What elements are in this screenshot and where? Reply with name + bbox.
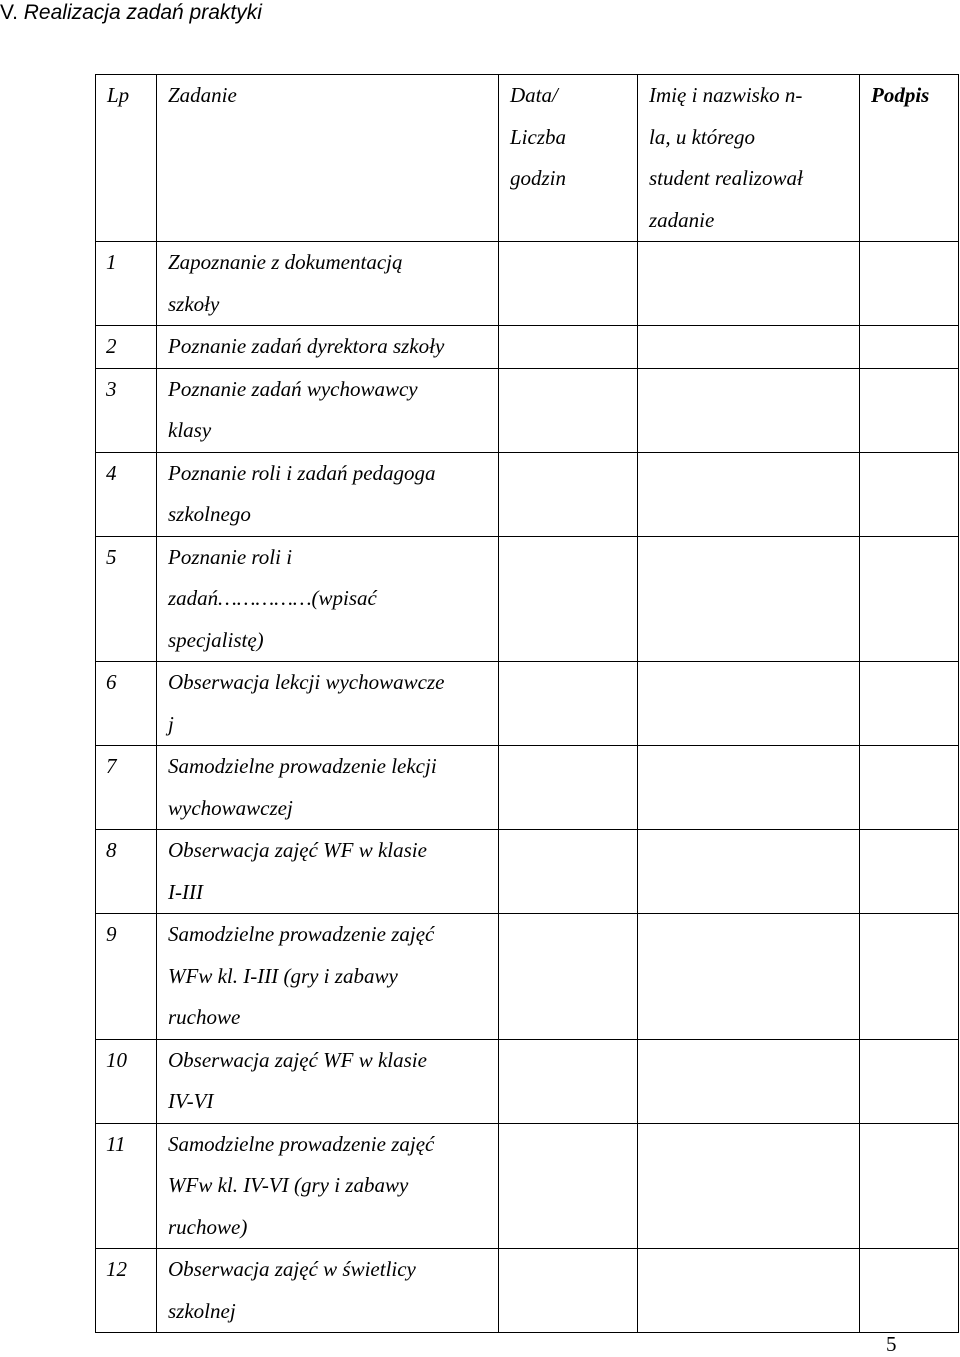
row-date-cell[interactable]	[499, 326, 638, 369]
row-task-line: WFw kl. I-III (gry i zabawy	[168, 963, 398, 988]
row-task-line: Samodzielne prowadzenie zajęć	[168, 922, 435, 946]
row-task-line: ruchowe	[168, 1005, 241, 1029]
row-task-line: Zapoznanie z dokumentacją	[168, 250, 403, 274]
header-imie-line: Imię i nazwisko n-	[649, 83, 803, 107]
row-signature-cell[interactable]	[860, 536, 959, 662]
row-task-line: ruchowe)	[168, 1214, 248, 1239]
row-task	[157, 536, 499, 662]
row-task-line: Obserwacja zajęć WF w klasie	[168, 1047, 427, 1072]
row-task	[157, 662, 499, 746]
row-teacher-cell[interactable]	[638, 1249, 860, 1333]
row-date-cell[interactable]	[499, 242, 638, 326]
row-task-line: szkolnego	[168, 502, 251, 526]
row-task-line: j	[168, 711, 174, 736]
row-task-line: IV-VI	[168, 1089, 214, 1113]
row-date-cell[interactable]	[499, 830, 638, 914]
row-teacher-cell[interactable]	[638, 452, 860, 536]
row-signature-cell[interactable]	[860, 1249, 959, 1333]
row-task-line: szkolnej	[168, 1298, 236, 1323]
row-lp: 7	[96, 746, 157, 830]
row-teacher-cell[interactable]	[638, 914, 860, 1040]
table-row	[96, 830, 959, 914]
tasks-table	[95, 74, 959, 1333]
row-lp: 9	[96, 914, 157, 1040]
header-imie-line: student realizował	[649, 166, 803, 190]
table-row	[96, 914, 959, 1040]
row-date-cell[interactable]	[499, 662, 638, 746]
row-date-cell[interactable]	[499, 746, 638, 830]
row-task	[157, 830, 499, 914]
row-task-line: Poznanie zadań dyrektora szkoły	[168, 334, 445, 358]
row-date-cell[interactable]	[499, 1039, 638, 1123]
row-task-line: specjalistę)	[168, 627, 264, 652]
row-date-cell[interactable]	[499, 452, 638, 536]
header-data-line: godzin	[510, 166, 567, 190]
row-signature-cell[interactable]	[860, 830, 959, 914]
row-signature-cell[interactable]	[860, 242, 959, 326]
section-number: V.	[0, 1, 18, 24]
table-row	[96, 242, 959, 326]
row-task-line: Samodzielne prowadzenie zajęć	[168, 1131, 435, 1156]
row-teacher-cell[interactable]	[638, 326, 860, 369]
row-teacher-cell[interactable]	[638, 662, 860, 746]
row-task-line: Samodzielne prowadzenie lekcji	[168, 754, 437, 778]
row-lp: 12	[96, 1249, 157, 1333]
row-task	[157, 914, 499, 1040]
row-task-line: Obserwacja zajęć WF w klasie	[168, 838, 427, 862]
row-teacher-cell[interactable]	[638, 368, 860, 452]
table-row	[96, 326, 959, 369]
row-teacher-cell[interactable]	[638, 536, 860, 662]
row-task-line: Poznanie roli i	[168, 544, 293, 569]
table-row	[96, 746, 959, 830]
row-task-line: Obserwacja lekcji wychowawcze	[168, 670, 445, 694]
row-task	[157, 326, 499, 369]
row-lp: 4	[96, 452, 157, 536]
section-title: Realizacja zadań praktyki	[23, 1, 262, 24]
row-signature-cell[interactable]	[860, 452, 959, 536]
header-data-line: Data/	[510, 83, 558, 107]
table-row	[96, 536, 959, 662]
table-row	[96, 1039, 959, 1123]
row-task-line: Poznanie roli i zadań pedagoga	[168, 460, 436, 485]
row-signature-cell[interactable]	[860, 326, 959, 369]
header-imie	[638, 75, 860, 242]
row-teacher-cell[interactable]	[638, 242, 860, 326]
row-task-line: szkoły	[168, 291, 220, 316]
row-lp: 3	[96, 368, 157, 452]
header-podpis: Podpis	[860, 75, 959, 242]
row-task	[157, 746, 499, 830]
row-task	[157, 242, 499, 326]
row-teacher-cell[interactable]	[638, 1039, 860, 1123]
row-signature-cell[interactable]	[860, 662, 959, 746]
page-number: 5	[886, 1332, 897, 1356]
table-row	[96, 662, 959, 746]
row-signature-cell[interactable]	[860, 914, 959, 1040]
row-date-cell[interactable]	[499, 914, 638, 1040]
header-data	[499, 75, 638, 242]
header-imie-line: la, u którego	[649, 124, 755, 149]
table-row	[96, 1249, 959, 1333]
header-lp: Lp	[96, 75, 157, 242]
row-date-cell[interactable]	[499, 368, 638, 452]
row-date-cell[interactable]	[499, 1249, 638, 1333]
row-teacher-cell[interactable]	[638, 830, 860, 914]
row-task-line: Poznanie zadań wychowawcy	[168, 376, 418, 401]
row-task-line: Obserwacja zajęć w świetlicy	[168, 1257, 416, 1281]
row-lp: 11	[96, 1123, 157, 1249]
table-row	[96, 368, 959, 452]
header-zadanie: Zadanie	[157, 75, 499, 242]
row-date-cell[interactable]	[499, 1123, 638, 1249]
row-teacher-cell[interactable]	[638, 746, 860, 830]
row-signature-cell[interactable]	[860, 368, 959, 452]
table-row	[96, 1123, 959, 1249]
row-date-cell[interactable]	[499, 536, 638, 662]
table-row	[96, 452, 959, 536]
row-signature-cell[interactable]	[860, 1039, 959, 1123]
header-imie-line: zadanie	[649, 207, 715, 232]
row-signature-cell[interactable]	[860, 746, 959, 830]
row-task-line: zadań……………(wpisać	[168, 586, 377, 610]
row-task	[157, 1249, 499, 1333]
row-lp: 6	[96, 662, 157, 746]
row-task	[157, 1123, 499, 1249]
row-lp: 1	[96, 242, 157, 326]
row-lp: 10	[96, 1039, 157, 1123]
section-heading	[0, 0, 262, 26]
table-header-row	[96, 75, 959, 242]
row-task-line: klasy	[168, 418, 212, 442]
row-teacher-cell[interactable]	[638, 1123, 860, 1249]
row-task-line: WFw kl. IV-VI (gry i zabawy	[168, 1173, 409, 1197]
row-lp: 5	[96, 536, 157, 662]
row-task-line: wychowawczej	[168, 795, 293, 820]
row-lp: 8	[96, 830, 157, 914]
row-signature-cell[interactable]	[860, 1123, 959, 1249]
row-task	[157, 452, 499, 536]
header-data-line: Liczba	[510, 124, 567, 149]
row-task	[157, 368, 499, 452]
row-lp: 2	[96, 326, 157, 369]
row-task	[157, 1039, 499, 1123]
row-task-line: I-III	[168, 879, 203, 904]
